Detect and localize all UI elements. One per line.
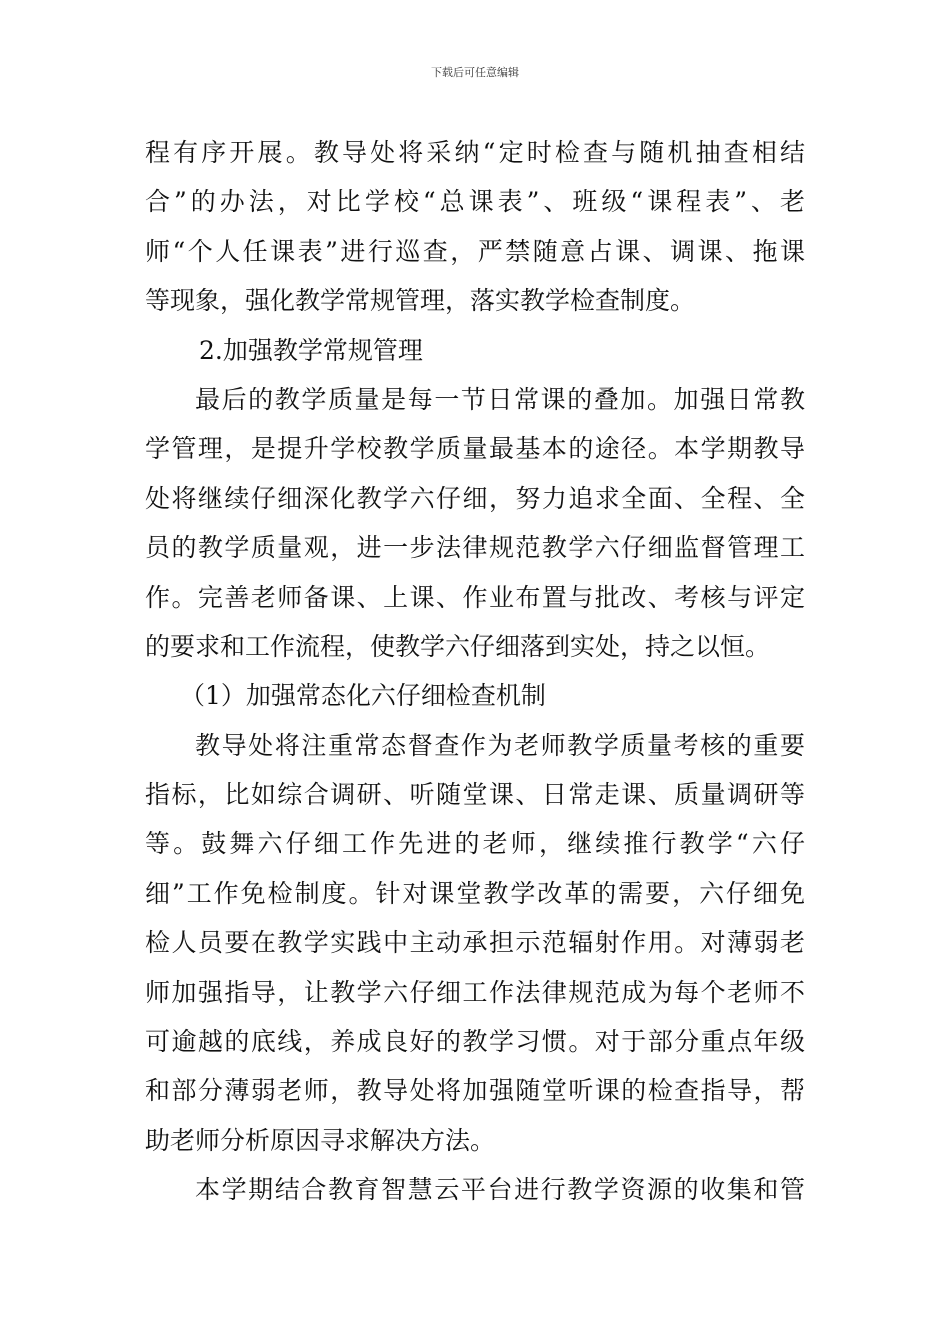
paragraph-line: 合”的办法，对比学校“总课表”、班级“课程表”、老 xyxy=(145,187,805,217)
paragraph-line: 师“个人任课表”进行巡查，严禁随意占课、调课、拖课 xyxy=(145,236,805,266)
page-header: 下载后可任意编辑 xyxy=(431,66,519,79)
section-heading: 2.加强教学常规管理 xyxy=(199,335,423,365)
paragraph-line: 本学期结合教育智慧云平台进行教学资源的收集和管 xyxy=(195,1175,805,1205)
subsection-heading: （1）加强常态化六仔细检查机制 xyxy=(180,681,546,711)
paragraph-line: 程有序开展。教导处将采纳“定时检查与随机抽查相结 xyxy=(145,138,805,167)
paragraph-line: 细”工作免检制度。针对课堂教学改革的需要，六仔细免 xyxy=(145,878,805,908)
paragraph-line: 可逾越的底线，养成良好的教学习惯。对于部分重点年级 xyxy=(145,1027,805,1057)
paragraph-line: 员的教学质量观，进一步法律规范教学六仔细监督管理工 xyxy=(145,533,805,563)
paragraph-line: 指标，比如综合调研、听随堂课、日常走课、质量调研等 xyxy=(145,780,805,810)
paragraph-line: 处将继续仔细深化教学六仔细，努力追求全面、全程、全 xyxy=(145,483,805,513)
paragraph-line: 的要求和工作流程，使教学六仔细落到实处，持之以恒。 xyxy=(145,631,771,661)
paragraph-line: 检人员要在教学实践中主动承担示范辐射作用。对薄弱老 xyxy=(145,928,805,958)
paragraph-line: 等现象，强化教学常规管理，落实教学检查制度。 xyxy=(145,286,696,316)
document-body xyxy=(145,128,805,1215)
paragraph-line: 学管理，是提升学校教学质量最基本的途径。本学期教导 xyxy=(145,434,805,464)
paragraph-line: 作。完善老师备课、上课、作业布置与批改、考核与评定 xyxy=(145,582,805,612)
paragraph-line: 教导处将注重常态督查作为老师教学质量考核的重要 xyxy=(195,730,805,760)
paragraph-line: 等。鼓舞六仔细工作先进的老师，继续推行教学“六仔 xyxy=(145,829,805,859)
paragraph-line: 助老师分析原因寻求解决方法。 xyxy=(145,1125,496,1155)
paragraph-line: 和部分薄弱老师，教导处将加强随堂听课的检查指导，帮 xyxy=(145,1076,805,1106)
paragraph-line: 最后的教学质量是每一节日常课的叠加。加强日常教 xyxy=(195,384,805,414)
paragraph-line: 师加强指导，让教学六仔细工作法律规范成为每个老师不 xyxy=(145,977,805,1007)
